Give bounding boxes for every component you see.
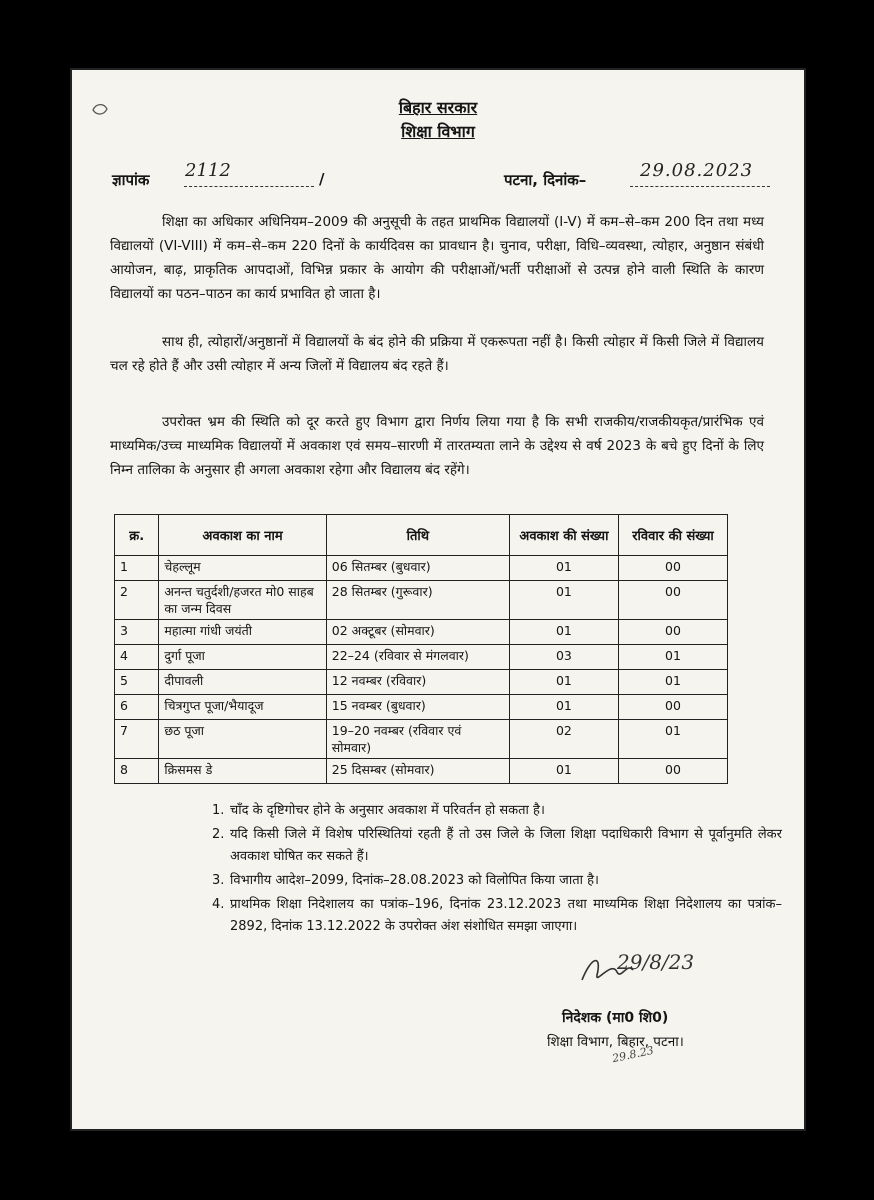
memo-slash: /: [319, 170, 325, 188]
cell-leave-count: 01: [509, 759, 618, 784]
memo-number: 2112: [185, 160, 231, 181]
date-value: 29.08.2023: [640, 160, 754, 181]
cell-sunday-count: 00: [619, 759, 728, 784]
cell-name: अनन्त चतुर्दशी/हजरत मो0 साहब का जन्म दिवस: [159, 581, 326, 620]
cell-leave-count: 02: [509, 720, 618, 759]
cell-date: 02 अक्टूबर (सोमवार): [326, 620, 509, 645]
cell-name: दीपावली: [159, 670, 326, 695]
cell-sunday-count: 01: [619, 720, 728, 759]
cell-name: चेहल्लूम: [159, 556, 326, 581]
paragraph-1: शिक्षा का अधिकार अधिनियम–2009 की अनुसूची के तहत प्राथमिक विद्यालयों (I-V) में कम–से–कम 200 दिन तथा मध्य विद्यालयों (VI-VIII) में कम–से–कम 220 दिनों के कार्यदिवस का प्रावधान है। चुनाव, परीक्षा, विधि–व्यवस्था, त्योहार, अनुष्ठान संबंधी आयोजन, बाढ़, प्राकृतिक आपदाओं, विभिन्न प्रकार के आयोग की परीक्षाओं/भर्ती परीक्षाओं से उत्पन्न होने वाली स्थिति के कारण विद्यालयों का पठन–पाठन का कार्य प्रभावित हो जाता है।: [110, 214, 764, 302]
table-row: [115, 645, 728, 670]
memo-label: ज्ञापांक: [112, 171, 150, 189]
cell-serial: 4: [115, 645, 159, 670]
table-row: [115, 720, 728, 759]
note-item: 3. विभागीय आदेश–2099, दिनांक–28.08.2023 को विलोपित किया जाता है।: [212, 873, 599, 888]
notes-list: [212, 800, 782, 940]
cell-name: दुर्गा पूजा: [159, 645, 326, 670]
cell-date: 12 नवम्बर (रविवार): [326, 670, 509, 695]
signatory-department: शिक्षा विभाग, बिहार, पटना।: [547, 1034, 684, 1050]
cell-date: 06 सितम्बर (बुधवार): [326, 556, 509, 581]
table-row: [115, 695, 728, 720]
cell-date: 28 सितम्बर (गुरूवार): [326, 581, 509, 620]
cell-serial: 5: [115, 670, 159, 695]
cell-serial: 2: [115, 581, 159, 620]
paragraph-2: साथ ही, त्योहारों/अनुष्ठानों में विद्यालयों के बंद होने की प्रक्रिया में एकरूपता नहीं है। किसी त्योहार में किसी जिले में विद्यालय चल रहे होते हैं और उसी त्योहार में अन्य जिलों में विद्यालय बंद रहते हैं।: [110, 334, 764, 374]
col-header-serial: क्र.: [115, 515, 159, 556]
cell-leave-count: 03: [509, 645, 618, 670]
table-row: [115, 581, 728, 620]
cell-sunday-count: 00: [619, 695, 728, 720]
cell-name: चित्रगुप्त पूजा/भैयादूज: [159, 695, 326, 720]
holiday-table: [114, 514, 728, 784]
cell-sunday-count: 01: [619, 645, 728, 670]
cell-date: 19–20 नवम्बर (रविवार एवं सोमवार): [326, 720, 509, 759]
date-label: पटना, दिनांक–: [504, 171, 587, 189]
cell-name: महात्मा गांधी जयंती: [159, 620, 326, 645]
cell-sunday-count: 01: [619, 670, 728, 695]
cell-serial: 6: [115, 695, 159, 720]
cell-leave-count: 01: [509, 556, 618, 581]
cell-name: क्रिसमस डे: [159, 759, 326, 784]
cell-sunday-count: 00: [619, 620, 728, 645]
cell-serial: 8: [115, 759, 159, 784]
table-row: [115, 670, 728, 695]
table-row: [115, 759, 728, 784]
col-header-date: तिथि: [326, 515, 509, 556]
table-row: [115, 556, 728, 581]
note-item: 2. यदि किसी जिले में विशेष परिस्थितियां रहती हैं तो उस जिले के जिला शिक्षा पदाधिकारी विभाग से पूर्वानुमति लेकर अवकाश घोषित कर सकते हैं।: [212, 827, 782, 864]
note-item: 4. प्राथमिक शिक्षा निदेशालय का पत्रांक–196, दिनांक 23.12.2023 तथा माध्यमिक शिक्षा निदेशालय का पत्रांक–2892, दिनांक 13.12.2022 के उपरोक्त अंश संशोधित समझा जाएगा।: [212, 897, 782, 934]
signatory-designation: निदेशक (मा0 शि0): [562, 1010, 669, 1026]
cell-sunday-count: 00: [619, 556, 728, 581]
col-header-sunday-count: रविवार की संख्या: [619, 515, 728, 556]
cell-leave-count: 01: [509, 581, 618, 620]
note-item: 1. चाँद के दृष्टिगोचर होने के अनुसार अवकाश में परिवर्तन हो सकता है।: [212, 803, 545, 818]
letter-page: [70, 68, 806, 1131]
cell-serial: 1: [115, 556, 159, 581]
paragraph-3: उपरोक्त भ्रम की स्थिति को दूर करते हुए विभाग द्वारा निर्णय लिया गया है कि सभी राजकीय/राजकीयकृत/प्रारंभिक एवं माध्यमिक/उच्च माध्यमिक विद्यालयों में अवकाश एवं समय–सारणी में तारतम्यता लाने के उद्देश्य से वर्ष 2023 के बचे हुए दिनों के लिए निम्न तालिका के अनुसार ही अगला अवकाश रहेगा और विद्यालय बंद रहेंगे।: [110, 414, 764, 478]
cell-leave-count: 01: [509, 695, 618, 720]
department-heading: शिक्षा विभाग: [401, 122, 475, 141]
cell-sunday-count: 00: [619, 581, 728, 620]
cell-date: 22–24 (रविवार से मंगलवार): [326, 645, 509, 670]
signature: 29/8/23: [577, 950, 797, 1020]
cell-leave-count: 01: [509, 620, 618, 645]
cell-serial: 7: [115, 720, 159, 759]
cell-leave-count: 01: [509, 670, 618, 695]
cell-date: 25 दिसम्बर (सोमवार): [326, 759, 509, 784]
initial-stamp: 29.8.23: [611, 1043, 655, 1066]
col-header-leave-count: अवकाश की संख्या: [509, 515, 618, 556]
reference-row: [112, 160, 764, 196]
government-heading: बिहार सरकार: [398, 98, 478, 117]
cell-name: छठ पूजा: [159, 720, 326, 759]
col-header-name: अवकाश का नाम: [159, 515, 326, 556]
table-row: [115, 620, 728, 645]
cell-serial: 3: [115, 620, 159, 645]
table-header-row: [115, 515, 728, 556]
cell-date: 15 नवम्बर (बुधवार): [326, 695, 509, 720]
